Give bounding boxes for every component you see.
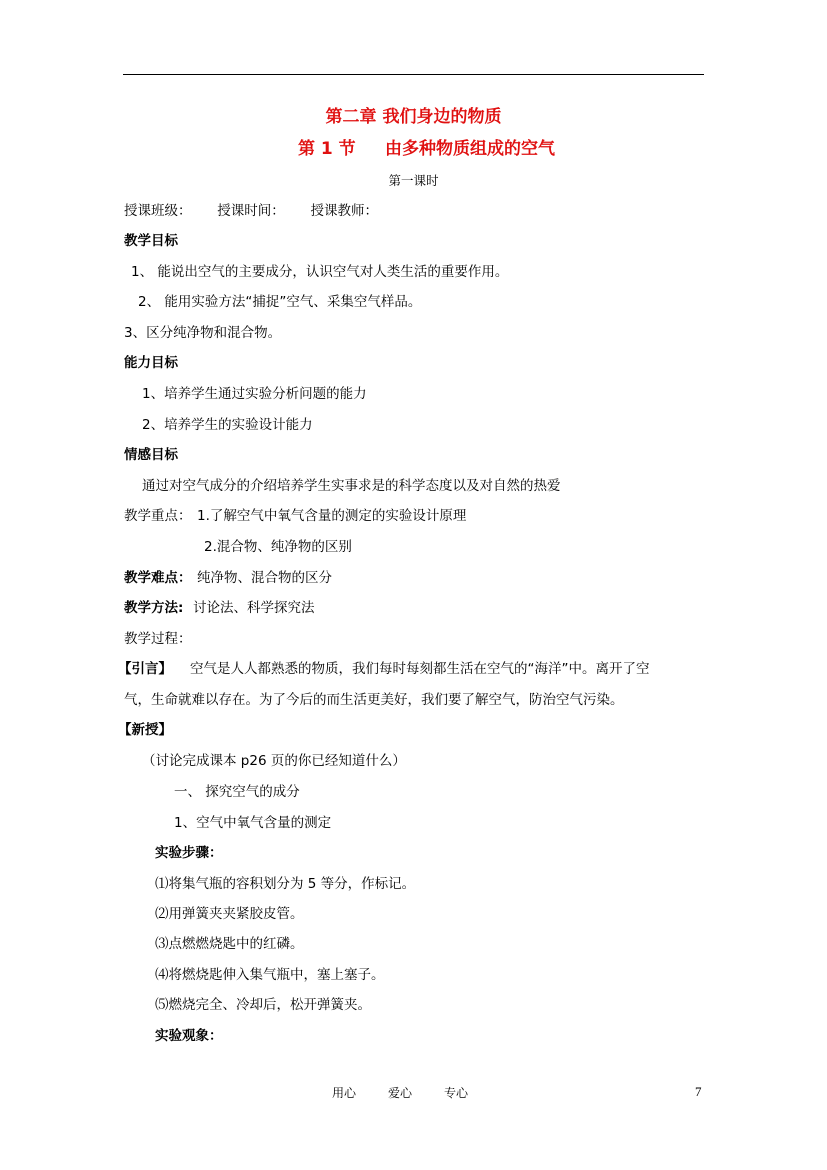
step-4: ⑷将燃烧匙伸入集气瓶中，塞上塞子。 <box>155 967 385 983</box>
page-number: 7 <box>695 1084 702 1099</box>
part1-heading: 一、 探究空气的成分 <box>174 784 300 800</box>
teaching-goal-2: 2、 能用实验方法“捕捉”空气、采集空气样品。 <box>138 294 422 310</box>
lesson-label: 第一课时 <box>388 173 439 188</box>
difficulty-label: 教学难点： <box>124 570 192 586</box>
step-1: ⑴将集气瓶的容积划分为 5 等分，作标记。 <box>155 876 416 892</box>
steps-heading: 实验步骤： <box>155 845 223 861</box>
ability-goals-heading: 能力目标 <box>124 355 178 371</box>
section-number: 第 1 节 <box>298 139 356 159</box>
process-label: 教学过程： <box>124 631 192 647</box>
step-5: ⑸燃烧完全、冷却后，松开弹簧夹。 <box>155 997 371 1013</box>
teaching-goal-1: 1、 能说出空气的主要成分，认识空气对人类生活的重要作用。 <box>131 264 509 280</box>
ability-goal-2: 2、培养学生的实验设计能力 <box>142 417 313 433</box>
section-title: 由多种物质组成的空气 <box>385 139 555 159</box>
footer-motto-3: 专心 <box>444 1086 469 1100</box>
method-text: 讨论法、科学探究法 <box>193 600 315 616</box>
intro-line-1: 空气是人人都熟悉的物质，我们每时每刻都生活在空气的“海洋”中。离开了空 <box>190 661 650 677</box>
discussion-text: （讨论完成课本 p26 页的你已经知道什么） <box>142 753 406 769</box>
sub1-heading: 1、空气中氧气含量的测定 <box>174 815 332 831</box>
header-rule <box>123 74 704 75</box>
intro-line-2: 气，生命就难以存在。为了今后的而生活更美好，我们要了解空气，防治空气污染。 <box>124 692 624 708</box>
key-points-label: 教学重点： <box>124 508 192 524</box>
key-point-2: 2.混合物、纯净物的区别 <box>204 539 352 555</box>
ability-goal-1: 1、培养学生通过实验分析问题的能力 <box>142 386 367 402</box>
emotion-goals-heading: 情感目标 <box>124 447 178 463</box>
observation-heading: 实验观象： <box>155 1028 223 1044</box>
teaching-goal-3: 3、区分纯净物和混合物。 <box>124 325 282 341</box>
step-2: ⑵用弹簧夹夹紧胶皮管。 <box>155 906 304 922</box>
footer-motto-2: 爱心 <box>388 1086 413 1100</box>
chapter-title: 第二章 我们身边的物质 <box>325 107 502 127</box>
method-label: 教学方法: <box>124 600 184 616</box>
difficulty-text: 纯净物、混合物的区分 <box>197 570 332 586</box>
info-line: 授课班级： 授课时间： 授课教师： <box>124 203 378 219</box>
emotion-goal-text: 通过对空气成分的介绍培养学生实事求是的科学态度以及对自然的热爱 <box>142 478 561 494</box>
footer-motto-1: 用心 <box>332 1086 357 1100</box>
step-3: ⑶点燃燃烧匙中的红磷。 <box>155 936 304 952</box>
teaching-goals-heading: 教学目标 <box>124 233 178 249</box>
intro-label: 【引言】 <box>118 661 172 677</box>
key-point-1: 1.了解空气中氧气含量的测定的实验设计原理 <box>197 508 467 524</box>
new-lesson-label: 【新授】 <box>118 722 172 738</box>
